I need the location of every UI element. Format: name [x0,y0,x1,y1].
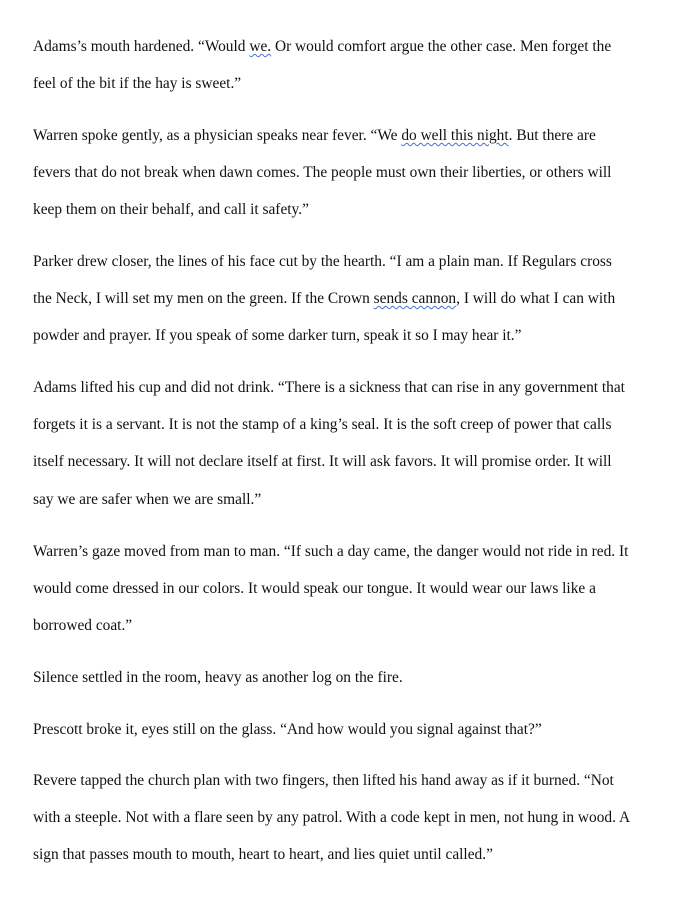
text-run: Revere tapped the church plan with two fingers, then lifted his hand away as if it burned. “Not [33,772,614,789]
text-line [33,659,663,696]
text-run: , I will do what I can with [456,290,616,308]
document-paragraph [33,659,663,696]
text-run: say we are safer when we are small.” [33,490,262,508]
text-run: with a steeple. Not with a flare seen by any patrol. With a code kept in men, not hung in wood. A [33,809,631,827]
text-run: would come dressed in our colors. It would speak our tongue. It would wear our laws like a [33,580,596,598]
document-paragraph [33,369,663,518]
text-line [33,570,663,607]
text-line [33,154,663,191]
text-line [33,836,663,873]
document-paragraph [33,243,663,355]
document-paragraph [33,762,663,874]
text-line [33,533,663,570]
text-run: Parker drew closer, the lines of his face cut by the hearth. “I am a plain man. If Regulars cross [33,253,612,270]
document-paragraph [33,28,663,102]
text-run: feel of the bit if the hay is sweet.” [33,75,242,93]
text-line [33,117,663,154]
grammar-flagged-text[interactable]: sends cannon [373,290,457,308]
text-run: powder and prayer. If you speak of some darker turn, speak it so I may hear it.” [33,327,522,345]
text-line [33,243,663,280]
text-run: Silence settled in the room, heavy as another log on the fire. [33,669,403,686]
document-paragraph [33,533,663,645]
document-paragraph [33,711,663,748]
text-run: Adams’s mouth hardened. “Would [33,38,250,55]
text-run: sign that passes mouth to mouth, heart to heart, and lies quiet until called.” [33,846,493,864]
text-line [33,317,663,354]
text-line [33,481,663,518]
text-line [33,369,663,406]
text-run: . But there are [508,127,596,144]
text-line [33,711,663,748]
text-run: Warren’s gaze moved from man to man. “If such a day came, the danger would not ride in red. It [33,543,629,560]
text-run: Adams lifted his cup and did not drink. “There is a sickness that can rise in any government that [33,379,625,396]
grammar-flagged-text[interactable]: we. [249,38,272,55]
text-line [33,406,663,443]
text-line [33,762,663,799]
text-run: itself necessary. It will not declare itself at first. It will ask favors. It will promise order. It will [33,453,612,471]
text-line [33,799,663,836]
text-run: Warren spoke gently, as a physician speaks near fever. “We [33,127,402,144]
text-run: forgets it is a servant. It is not the stamp of a king’s seal. It is the soft creep of power that calls [33,416,612,434]
text-line [33,443,663,480]
document-paragraph [33,117,663,229]
text-run: keep them on their behalf, and call it safety.” [33,201,309,219]
text-run: the Neck, I will set my men on the green. If the Crown [33,290,374,308]
text-line [33,280,663,317]
text-run: borrowed coat.” [33,617,133,635]
text-run: Prescott broke it, eyes still on the glass. “And how would you signal against that?” [33,721,542,738]
text-line [33,28,663,65]
text-run: Or would comfort argue the other case. Men forget the [271,38,612,55]
grammar-flagged-text[interactable]: do well this night [401,127,509,144]
text-line [33,607,663,644]
text-line [33,191,663,228]
text-run: fevers that do not break when dawn comes. The people must own their liberties, or others will [33,164,612,182]
text-line [33,65,663,102]
